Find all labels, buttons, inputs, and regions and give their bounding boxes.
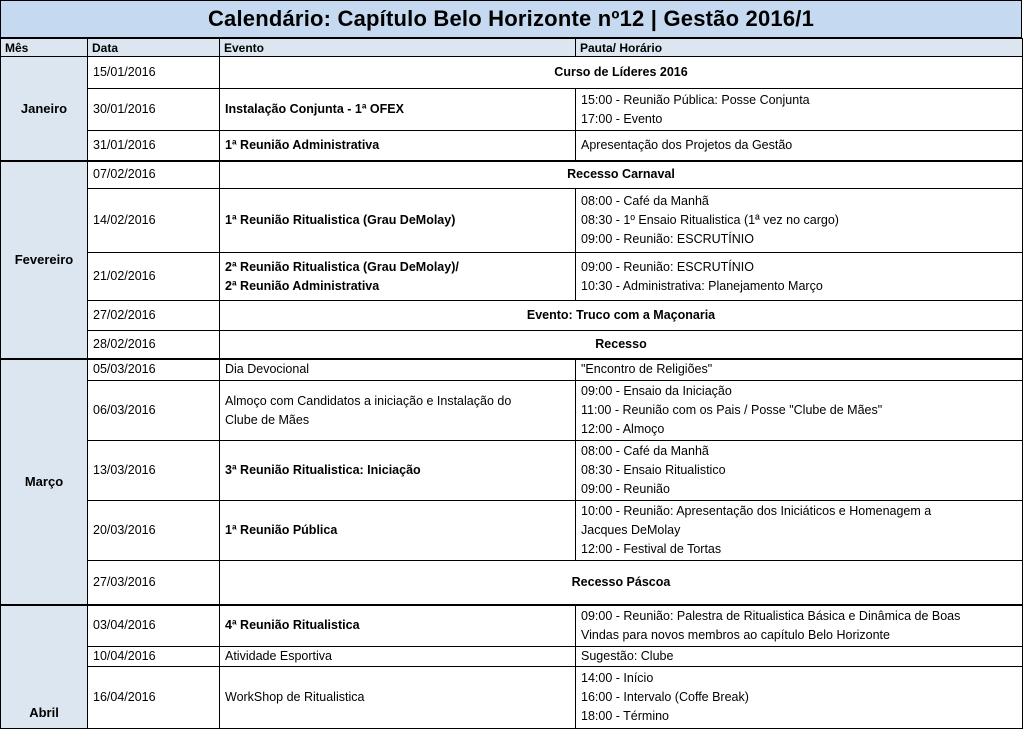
pauta-line: 09:00 - Ensaio da Iniciação <box>581 384 732 398</box>
event-cell: WorkShop de Ritualistica <box>220 667 576 729</box>
calendar-table <box>0 38 1023 729</box>
event-line: Almoço com Candidatos a iniciação e Instalação do <box>225 393 512 408</box>
pauta-line: 08:30 - 1º Ensaio Ritualistica (1ª vez no cargo) <box>581 213 839 227</box>
table-row <box>1 605 1023 647</box>
pauta-cell <box>576 605 1023 647</box>
pauta-cell <box>576 89 1023 131</box>
date-cell: 03/04/2016 <box>88 605 220 647</box>
table-row <box>1 189 1023 253</box>
date-cell: 28/02/2016 <box>88 331 220 359</box>
merged-event-cell: Recesso Carnaval <box>220 161 1023 189</box>
header-row <box>1 39 1023 57</box>
event-cell: Instalação Conjunta - 1ª OFEX <box>220 89 576 131</box>
date-cell: 15/01/2016 <box>88 57 220 89</box>
event-cell: Dia Devocional <box>220 359 576 381</box>
pauta-line: 09:00 - Reunião <box>581 482 670 496</box>
table-row <box>1 647 1023 667</box>
event-line: 2ª Reunião Administrativa <box>225 278 380 293</box>
date-cell: 16/04/2016 <box>88 667 220 729</box>
event-cell: Atividade Esportiva <box>220 647 576 667</box>
pauta-cell <box>576 381 1023 441</box>
table-row <box>1 131 1023 161</box>
pauta-line: 10:00 - Reunião: Apresentação dos Iniciáticos e Homenagem a <box>581 504 932 518</box>
event-cell: 1ª Reunião Pública <box>220 501 576 561</box>
event-cell: 4ª Reunião Ritualistica <box>220 605 576 647</box>
pauta-line: 08:30 - Ensaio Ritualistico <box>581 463 726 477</box>
event-cell <box>220 253 576 301</box>
date-cell: 27/03/2016 <box>88 561 220 605</box>
column-header-pauta: Pauta/ Horário <box>576 39 1023 57</box>
pauta-line: 15:00 - Reunião Pública: Posse Conjunta <box>581 92 810 107</box>
pauta-cell <box>576 647 1023 667</box>
event-cell <box>220 381 576 441</box>
pauta-line: 10:30 - Administrativa: Planejamento Março <box>581 278 823 293</box>
merged-event-cell: Recesso Páscoa <box>220 561 1023 605</box>
date-cell: 07/02/2016 <box>88 161 220 189</box>
table-row <box>1 253 1023 301</box>
date-cell: 10/04/2016 <box>88 647 220 667</box>
pauta-cell <box>576 501 1023 561</box>
month-cell-marco: Março <box>1 359 88 605</box>
pauta-cell <box>576 131 1023 161</box>
merged-event-cell: Evento: Truco com a Maçonaria <box>220 301 1023 331</box>
month-cell-janeiro: Janeiro <box>1 57 88 161</box>
event-cell: 3ª Reunião Ritualistica: Iniciação <box>220 441 576 501</box>
table-row <box>1 381 1023 441</box>
pauta-line: Sugestão: Clube <box>581 649 674 663</box>
column-header-data: Data <box>88 39 220 57</box>
table-row <box>1 301 1023 331</box>
pauta-line: 09:00 - Reunião: ESCRUTÍNIO <box>581 259 754 274</box>
pauta-line: 14:00 - Início <box>581 671 654 685</box>
column-header-evento: Evento <box>220 39 576 57</box>
table-row <box>1 161 1023 189</box>
pauta-line: 08:00 - Café da Manhã <box>581 194 709 208</box>
pauta-cell <box>576 253 1023 301</box>
event-line: 2ª Reunião Ritualistica (Grau DeMolay)/ <box>225 259 459 274</box>
date-cell: 05/03/2016 <box>88 359 220 381</box>
merged-event-cell: Recesso <box>220 331 1023 359</box>
pauta-line: 17:00 - Evento <box>581 111 663 126</box>
event-line: Clube de Mães <box>225 412 310 427</box>
table-row <box>1 89 1023 131</box>
pauta-line: 18:00 - Término <box>581 709 670 723</box>
month-cell-fevereiro: Fevereiro <box>1 161 88 359</box>
date-cell: 13/03/2016 <box>88 441 220 501</box>
table-row <box>1 359 1023 381</box>
date-cell: 30/01/2016 <box>88 89 220 131</box>
date-cell: 27/02/2016 <box>88 301 220 331</box>
pauta-line: 09:00 - Reunião: ESCRUTÍNIO <box>581 232 754 246</box>
page-title: Calendário: Capítulo Belo Horizonte nº12 | Gestão 2016/1 <box>0 0 1022 38</box>
table-row <box>1 501 1023 561</box>
table-row <box>1 441 1023 501</box>
date-cell: 31/01/2016 <box>88 131 220 161</box>
table-row <box>1 57 1023 89</box>
table-row <box>1 331 1023 359</box>
date-cell: 20/03/2016 <box>88 501 220 561</box>
pauta-line: Vindas para novos membros ao capítulo Belo Horizonte <box>581 627 890 642</box>
table-row <box>1 561 1023 605</box>
event-cell: 1ª Reunião Ritualistica (Grau DeMolay) <box>220 189 576 253</box>
pauta-cell <box>576 667 1023 729</box>
pauta-cell <box>576 359 1023 381</box>
merged-event-cell: Curso de Líderes 2016 <box>220 57 1023 89</box>
pauta-line: Jacques DeMolay <box>581 523 681 537</box>
pauta-line: 11:00 - Reunião com os Pais / Posse "Clube de Mães" <box>581 403 883 417</box>
pauta-line: 08:00 - Café da Manhã <box>581 444 709 458</box>
table-row <box>1 667 1023 729</box>
event-cell: 1ª Reunião Administrativa <box>220 131 576 161</box>
date-cell: 14/02/2016 <box>88 189 220 253</box>
pauta-cell <box>576 441 1023 501</box>
pauta-line: 09:00 - Reunião: Palestra de Ritualistica Básica e Dinâmica de Boas <box>581 608 961 623</box>
pauta-line: 12:00 - Almoço <box>581 422 665 436</box>
pauta-line: Apresentação dos Projetos da Gestão <box>581 137 793 152</box>
column-header-mes: Mês <box>1 39 88 57</box>
pauta-line: "Encontro de Religiões" <box>581 362 713 377</box>
pauta-cell <box>576 189 1023 253</box>
month-cell-abril: Abril <box>1 605 88 729</box>
pauta-line: 16:00 - Intervalo (Coffe Break) <box>581 690 749 704</box>
date-cell: 21/02/2016 <box>88 253 220 301</box>
date-cell: 06/03/2016 <box>88 381 220 441</box>
pauta-line: 12:00 - Festival de Tortas <box>581 542 722 556</box>
